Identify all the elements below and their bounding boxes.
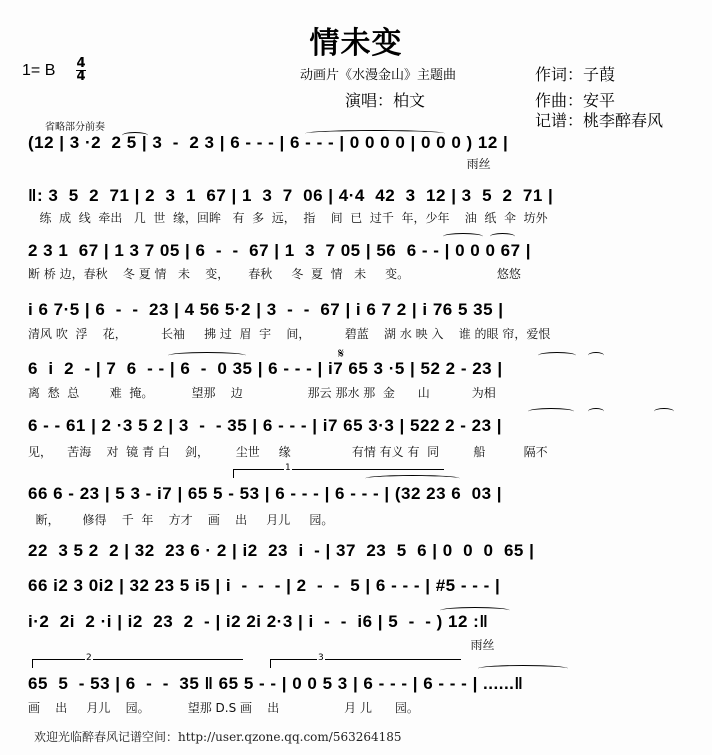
tie-arc bbox=[528, 408, 574, 415]
tie-arc bbox=[490, 233, 515, 240]
volta-1: 1 bbox=[233, 469, 444, 478]
notation-row: 66 i2 3 0i2 | 32 23 5 i5 | i - - - | 2 - - 5 | 6 - - - | #5 - - - | bbox=[28, 576, 501, 595]
tie-arc bbox=[443, 233, 483, 240]
time-top: 4 bbox=[76, 56, 86, 71]
notation-row: 2 3 1 67 | 1 3 7 05 | 6 - - 67 | 1 3 7 05 | 56 6 - - | 0 0 0 67 | bbox=[28, 241, 532, 260]
lyrics-row: 练 成 线 牵出 几 世 缘，回眸 有 多 远， 指 间 已 过千 年，少年 油 纸 伞 坊外 bbox=[28, 211, 548, 225]
lyrics-row: 断 桥 边，春秋 冬 夏 情 未 变， 春秋 冬 夏 情 未 变。 悠悠 bbox=[28, 267, 521, 281]
time-bottom: 4 bbox=[76, 69, 86, 84]
lyrics-row: 见， 苦海 对 镜 青 白 剑， 尘世 缘 有情 有义 有 同 船 隔不 bbox=[28, 445, 548, 459]
footer-link[interactable]: 欢迎光临醉春风记谱空间：http://user.qzone.qq.com/563264185 bbox=[34, 730, 402, 744]
notation-row: 66 6 - 23 | 5 3 - i7 | 65 5 - 53 | 6 - - - | 6 - - - | (32 23 6 03 | bbox=[28, 484, 503, 503]
lyrics-row: 清风 吹 浮 花， 长袖 拂 过 眉 宇 间， 碧蓝 湖 水 映 入 谁 的眼 帘，爱恨 bbox=[28, 327, 551, 341]
prelude-note: 省略部分前奏 bbox=[45, 122, 105, 133]
tie-arc bbox=[168, 352, 246, 359]
singer: 演唱：柏文 bbox=[345, 91, 426, 110]
subtitle: 动画片《水漫金山》主题曲 bbox=[300, 68, 457, 83]
tie-arc bbox=[654, 408, 674, 415]
tie-arc bbox=[538, 352, 576, 359]
lyrics-row: 断， 修得 千 年 方才 画 出 月儿 园。 bbox=[28, 513, 334, 527]
volta-3: 3 bbox=[270, 659, 461, 668]
song-title: 情未变 bbox=[309, 26, 403, 61]
segno-icon: 𝄋 bbox=[338, 346, 345, 362]
volta-2: 2 bbox=[32, 659, 243, 668]
tie-arc bbox=[588, 352, 604, 359]
tie-arc bbox=[588, 408, 604, 415]
composer: 作曲：安平 bbox=[535, 91, 616, 110]
notation-row: (12 | 3 ·2 2 5 | 3 - 2 3 | 6 - - - | 6 - - - | 0 0 0 0 | 0 0 0 ) 12 | bbox=[28, 133, 509, 152]
notation-row: 22 3 5 2 2 | 32 23 6 · 2 | i2 23 i - | 37 23 5 6 | 0 0 0 65 | bbox=[28, 541, 535, 560]
transcriber: 记谱：桃李醉春风 bbox=[535, 111, 664, 130]
lyrics-row: 雨丝 bbox=[28, 638, 495, 652]
notation-row: ‖: 3 5 2 71 | 2 3 1 67 | 1 3 7 06 | 4·4 42 3 12 | 3 5 2 71 | bbox=[28, 186, 554, 205]
tie-arc bbox=[478, 665, 568, 672]
time-signature bbox=[76, 58, 86, 83]
key-signature: 1= B bbox=[22, 62, 56, 79]
lyrics-row: 雨丝 bbox=[28, 157, 491, 171]
notation-row: 65 5 - 53 | 6 - - 35 ‖ 65 5 - - | 0 0 5 3 | 6 - - - | 6 - - - | ......‖ bbox=[28, 674, 524, 693]
notation-row: 6 i 2 - | 7 6 - - | 6 - 0 35 | 6 - - - | i7 65 3 ·5 | 52 2 - 23 | bbox=[28, 359, 503, 378]
notation-row: 6 - - 61 | 2 ·3 5 2 | 3 - - 35 | 6 - - - | i7 65 3·3 | 522 2 - 23 | bbox=[28, 416, 503, 435]
lyricist: 作词：子葭 bbox=[535, 65, 616, 84]
notation-row: i 6 7·5 | 6 - - 23 | 4 56 5·2 | 3 - - 67 | i 6 7 2 | i 76 5 35 | bbox=[28, 300, 504, 319]
lyrics-row: 画 出 月儿 园。 望那 D.S 画 出 月 儿 园。 bbox=[28, 701, 419, 715]
notation-row: i·2 2i 2 ·i | i2 23 2 - | i2 2i 2·3 | i - - i6 | 5 - - ) 12 :‖ bbox=[28, 612, 489, 631]
lyrics-row: 离 愁 总 难 掩。 望那 边 那云 那水 那 金 山 为相 bbox=[28, 386, 496, 400]
